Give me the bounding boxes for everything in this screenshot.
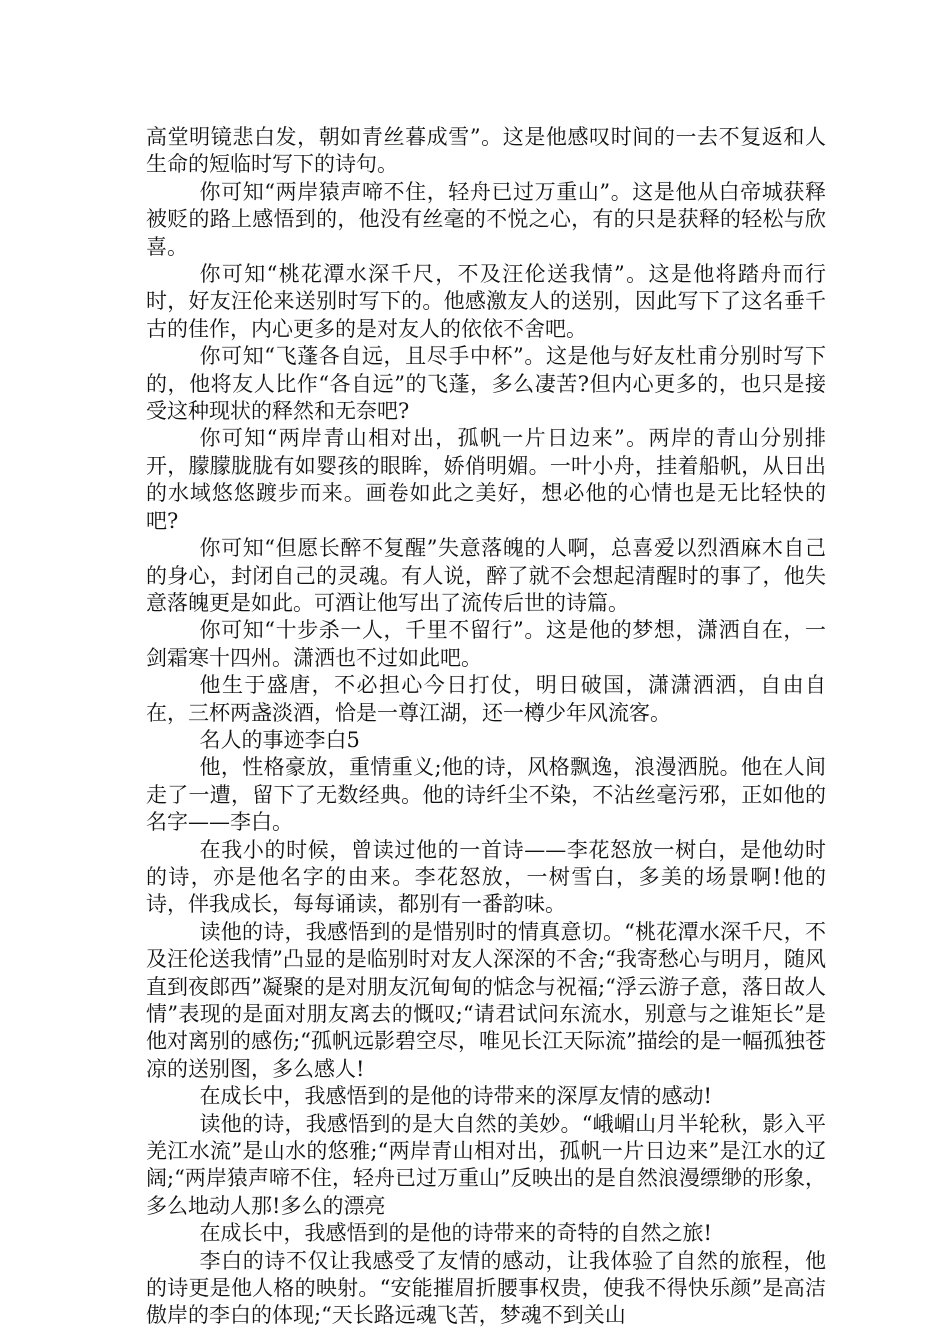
paragraph-7: 你可知“十步杀一人，千里不留行”。这是他的梦想，潇洒自在，一剑霜寒十四州。潇洒也不过如此吧。 bbox=[146, 618, 826, 670]
paragraph-11: 读他的诗，我感悟到的是惜别时的情真意切。“桃花潭水深千尺，不及汪伦送我情”凸显的是临别时对友人深深的不舍;“我寄愁心与明月，随风直到夜郎西”凝聚的是对朋友沉甸甸的惦念与祝福;“浮云游子意，落日故人情”表现的是面对朋友离去的慨叹;“请君试问东流水，别意与之谁矩长”是他对离别的感伤;“孤帆远影碧空尽，唯见长江天际流”描绘的是一幅孤独苍凉的送别图，多么感人! bbox=[146, 919, 826, 1081]
paragraph-8: 他生于盛唐，不必担心今日打仗，明日破国，潇潇洒洒，自由自在，三杯两盏淡酒，恰是一尊江湖，还一樽少年风流客。 bbox=[146, 673, 826, 725]
paragraph-4: 你可知“飞蓬各自远，且尽手中杯”。这是他与好友杜甫分别时写下的，他将友人比作“各自远”的飞蓬，多么凄苦?但内心更多的，也只是接受这种现状的释然和无奈吧? bbox=[146, 344, 826, 424]
paragraph-9: 他，性格豪放，重情重义;他的诗，风格飘逸，浪漫洒脱。他在人间走了一遭，留下了无数经典。他的诗纤尘不染，不沾丝毫污邪，正如他的名字——李白。 bbox=[146, 755, 826, 835]
document-body bbox=[146, 124, 826, 1330]
paragraph-13: 读他的诗，我感悟到的是大自然的美妙。“峨嵋山月半轮秋，影入平羌江水流”是山水的悠雅;“两岸青山相对出，孤帆一片日边来”是江水的辽阔;“两岸猿声啼不住，轻舟已过万重山”反映出的是自然浪漫缥缈的形象，多么地动人那!多么的漂亮 bbox=[146, 1111, 826, 1218]
paragraph-2: 你可知“两岸猿声啼不住，轻舟已过万重山”。这是他从白帝城获释被贬的路上感悟到的，他没有丝毫的不悦之心，有的只是获释的轻松与欣喜。 bbox=[146, 179, 826, 259]
paragraph-15: 李白的诗不仅让我感受了友情的感动，让我体验了自然的旅程，他的诗更是他人格的映射。“安能摧眉折腰事权贵，使我不得快乐颜”是高洁傲岸的李白的体现;“天长路远魂飞苦，梦魂不到关山 bbox=[146, 1248, 826, 1328]
paragraph-12: 在成长中，我感悟到的是他的诗带来的深厚友情的感动! bbox=[199, 1084, 712, 1109]
paragraph-1: 高堂明镜悲白发，朝如青丝暮成雪”。这是他感叹时间的一去不复返和人生命的短临时写下的诗句。 bbox=[146, 125, 826, 177]
paragraph-3: 你可知“桃花潭水深千尺，不及汪伦送我情”。这是他将踏舟而行时，好友汪伦来送别时写下的。他感激友人的送别，因此写下了这名垂千古的佳作，内心更多的是对友人的依依不舍吧。 bbox=[146, 262, 826, 341]
paragraph-5: 你可知“两岸青山相对出，孤帆一片日边来”。两岸的青山分别排开，朦朦胧胧有如婴孩的眼眸，娇俏明媚。一叶小舟，挂着船帆，从日出的水域悠悠踱步而来。画卷如此之美好，想必他的心情也是无比轻快的吧? bbox=[146, 426, 826, 533]
paragraph-6: 你可知“但愿长醉不复醒”失意落魄的人啊，总喜爱以烈酒麻木自己的身心，封闭自己的灵魂。有人说，醉了就不会想起清醒时的事了，他失意落魄更是如此。可酒让他写出了流传后世的诗篇。 bbox=[146, 536, 826, 615]
paragraph-14: 在成长中，我感悟到的是他的诗带来的奇特的自然之旅! bbox=[199, 1221, 712, 1246]
paragraph-10: 在我小的时候，曾读过他的一首诗——李花怒放一树白，是他幼时的诗，亦是他名字的由来。李花怒放，一树雪白，多美的场景啊!他的诗，伴我成长，每每诵读，都别有一番韵味。 bbox=[146, 837, 826, 917]
section-heading: 名人的事迹李白5 bbox=[199, 727, 360, 752]
